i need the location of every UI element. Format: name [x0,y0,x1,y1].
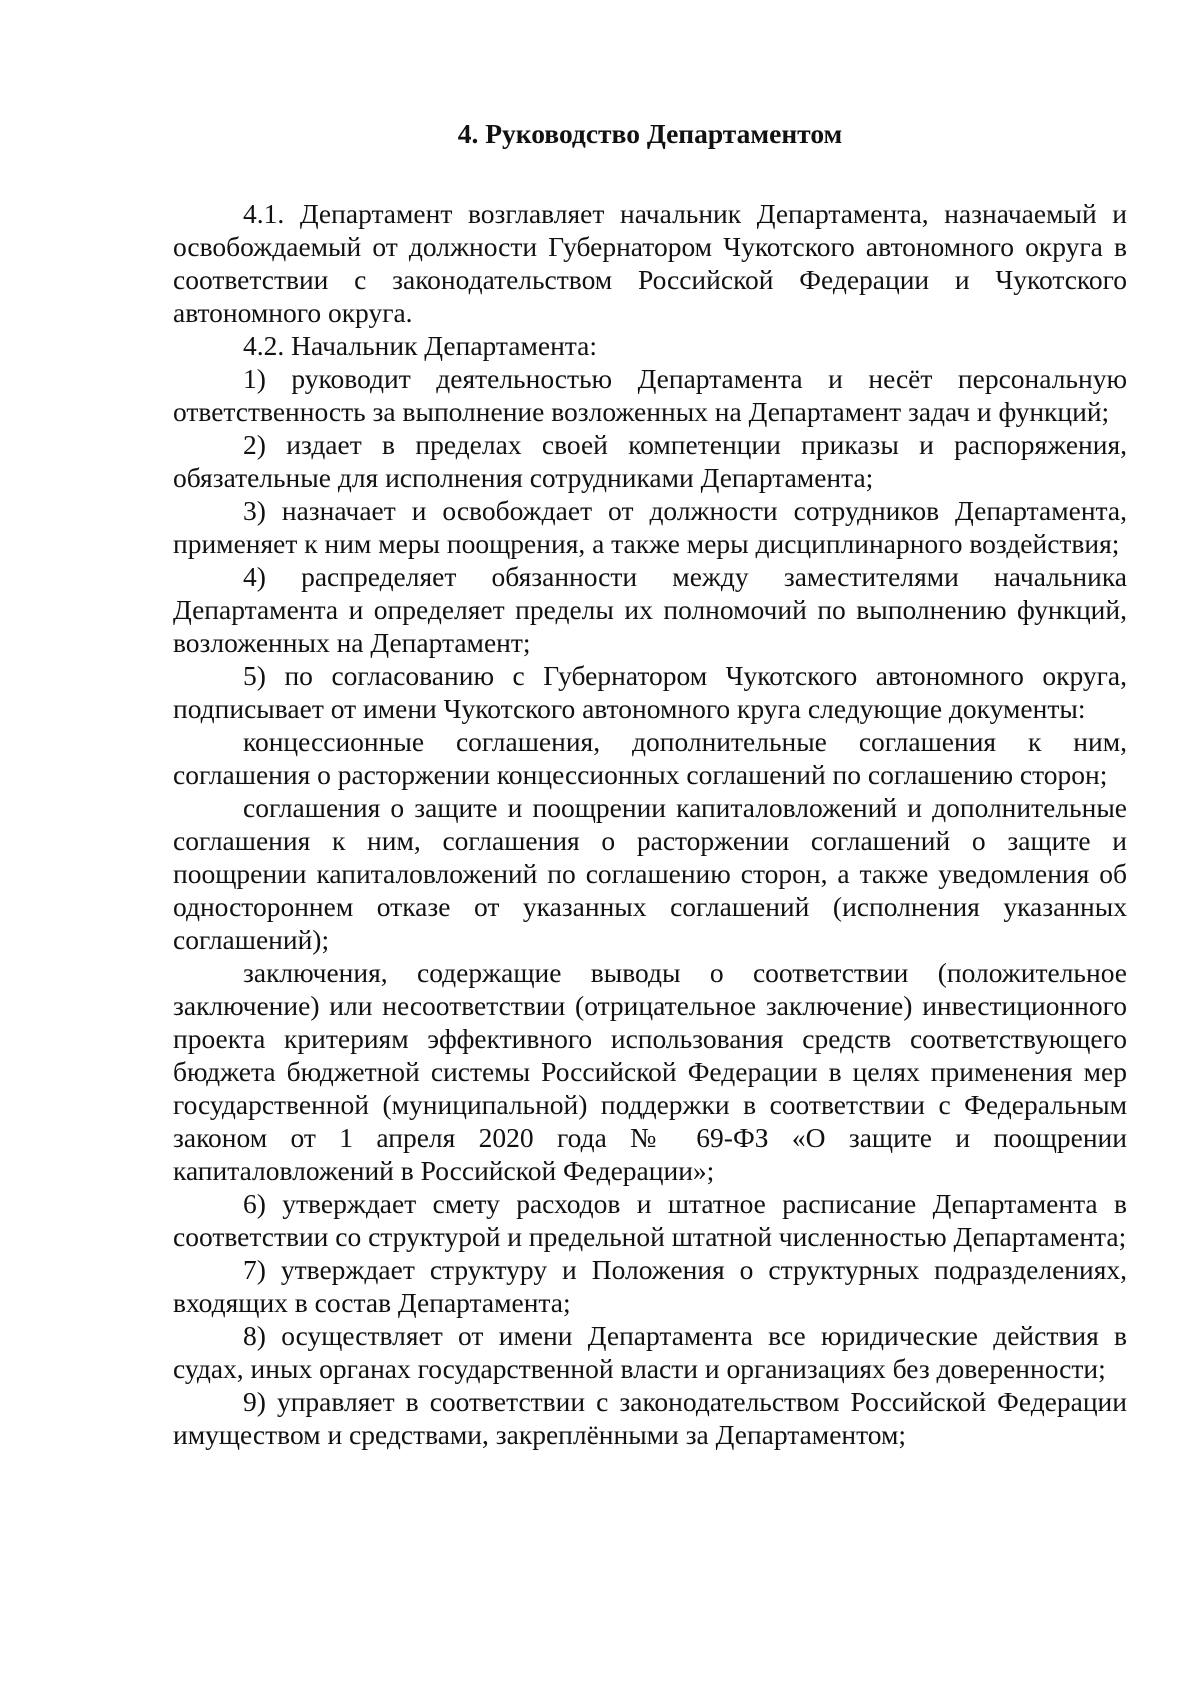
list-item-5-investment-agreements: соглашения о защите и поощрении капиталовложений и дополнительные соглашения к ним, соглашения о расторжении соглашений о защите и поощрении капиталовложений по соглашению сторон, а также уведомления об одностороннем отказе от указанных соглашений (исполнения указанных соглашений); [173,792,1127,955]
list-item-8: 8) осуществляет от имени Департамента все юридические действия в судах, иных органах государственной власти и организациях без доверенности; [173,1320,1127,1384]
paragraph-4-2: 4.2. Начальник Департамента: [243,330,597,361]
list-item-3: 3) назначает и освобождает от должности сотрудников Департамента, применяет к ним меры поощрения, а также меры дисциплинарного воздействия; [173,495,1127,559]
list-item-1: 1) руководит деятельностью Департамента и несёт персональную ответственность за выполнение возложенных на Департамент задач и функций; [173,363,1127,427]
list-item-5-concession: концессионные соглашения, дополнительные соглашения к ним, соглашения о расторжении концессионных соглашений по соглашению сторон; [173,726,1127,790]
list-item-7: 7) утверждает структуру и Положения о структурных подразделениях, входящих в состав Департамента; [173,1254,1127,1318]
list-item-5-conclusions: заключения, содержащие выводы о соответствии (положительное заключение) или несоответствии (отрицательное заключение) инвестиционного проекта критериям эффективного использования средств соответствующего бюджета бюджетной системы Российской Федерации в целях применения мер государственной (муниципальной) поддержки в соответствии с Федеральным законом от 1 апреля 2020 года № 69-ФЗ «О защите и поощрении капиталовложений в Российской Федерации»; [173,957,1127,1186]
list-item-2: 2) издает в пределах своей компетенции приказы и распоряжения, обязательные для исполнения сотрудниками Департамента; [173,429,1127,493]
list-item-4: 4) распределяет обязанности между заместителями начальника Департамента и определяет пределы их полномочий по выполнению функций, возложенных на Департамент; [173,561,1127,658]
document-content [173,117,1127,1451]
list-item-6: 6) утверждает смету расходов и штатное расписание Департамента в соответствии со структурой и предельной штатной численностью Департамента; [173,1188,1127,1252]
list-item-9: 9) управляет в соответствии с законодательством Российской Федерации имуществом и средствами, закреплёнными за Департаментом; [173,1386,1127,1450]
paragraph-4-1: 4.1. Департамент возглавляет начальник Департамента, назначаемый и освобождаемый от должности Губернатором Чукотского автономного округа в соответствии с законодательством Российской Федерации и Чукотского автономного округа. [173,198,1127,328]
section-heading: 4. Руководство Департаментом [457,118,843,149]
list-item-5: 5) по согласованию с Губернатором Чукотского автономного округа, подписывает от имени Чукотского автономного круга следующие документы: [173,660,1127,724]
